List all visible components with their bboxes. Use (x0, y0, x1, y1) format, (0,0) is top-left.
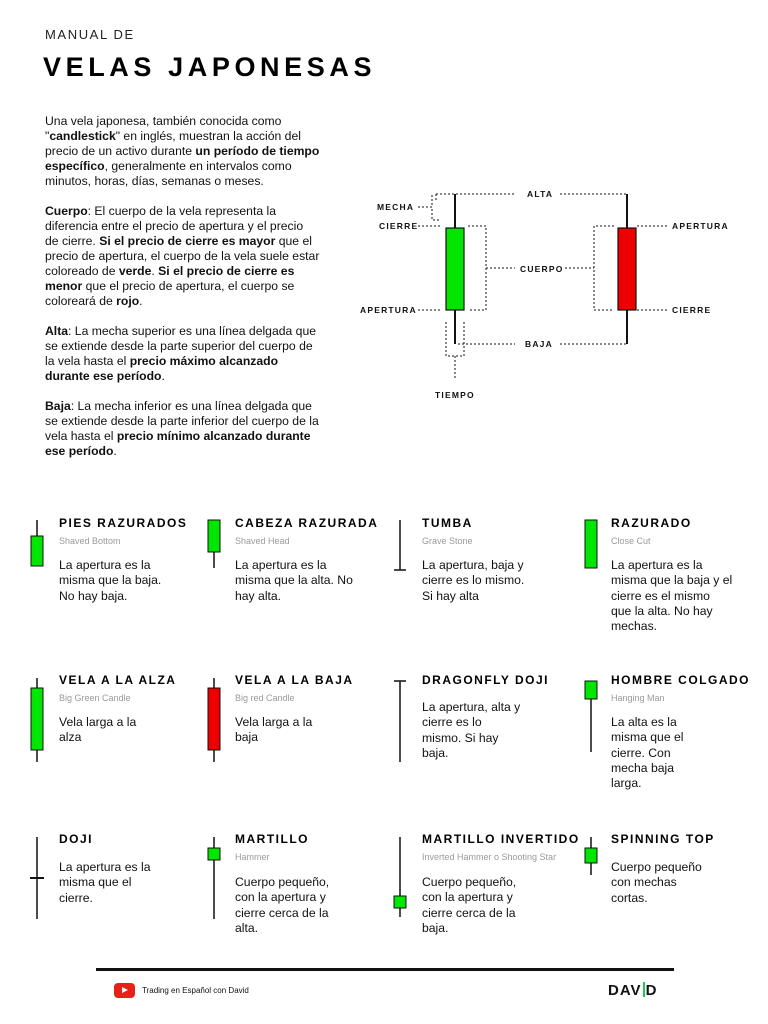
pattern-subtitle: Big Green Candle (59, 693, 131, 703)
pattern-subtitle: Shaved Head (235, 536, 290, 546)
low-paragraph: Baja: La mecha inferior es una línea delgada que se extiende desde la parte inferior del cuerpo de la vela hasta el precio mínimo alcanzado durante ese período. (45, 399, 319, 458)
spinning-top-candle-icon (582, 835, 600, 885)
logo-accent-bar (643, 982, 645, 997)
pattern-name: CABEZA RAZURADA (235, 516, 379, 530)
label-apertura-right: APERTURA (672, 221, 729, 231)
shaved-bottom-candle-icon (28, 518, 46, 578)
dashed-connectors (418, 194, 668, 378)
pattern-description: Cuerpo pequeño, con la apertura y cierre cerca de la baja. (422, 875, 517, 935)
label-baja: BAJA (525, 339, 553, 349)
footer-divider (96, 968, 674, 971)
pattern-description: La apertura es la misma que la baja y el cierre es el mismo que la alta. No hay mechas. (611, 558, 733, 634)
label-alta: ALTA (527, 189, 554, 199)
high-paragraph: Alta: La mecha superior es una línea delgada que se extiende desde la parte superior del cuerpo de la vela hasta el precio máximo alcanzado durante ese período. (45, 324, 317, 383)
page-kicker: MANUAL DE (45, 27, 135, 42)
label-mecha: MECHA (377, 202, 415, 212)
pattern-description: Cuerpo pequeño con mechas cortas. (611, 860, 702, 905)
inverted-hammer-candle-icon (391, 835, 409, 925)
hammer-candle-icon (205, 835, 223, 925)
big-green-candle-icon (28, 678, 46, 768)
pattern-description: Vela larga a la baja (235, 715, 313, 745)
pattern-name: HOMBRE COLGADO (611, 673, 750, 687)
pattern-name: DOJI (59, 832, 94, 846)
shaved-head-candle-icon (205, 518, 223, 578)
pattern-description: La apertura es la misma que la baja. No hay baja. (59, 558, 162, 603)
pattern-description: La apertura, alta y cierre es lo mismo. Si hay baja. (422, 700, 521, 760)
pattern-subtitle: Hanging Man (611, 693, 665, 703)
body-paragraph: Cuerpo: El cuerpo de la vela representa la diferencia entre el precio de apertura y el precio de cierre. Si el precio de cierre es mayor que el precio de apertura, el cuerpo de la vela suele estar coloreado de verde. Si el precio de cierre es menor que el precio de apertura, el cuerpo se coloreará de rojo. (45, 204, 320, 308)
hanging-man-candle-icon (582, 678, 600, 768)
label-apertura-left: APERTURA (360, 305, 417, 315)
label-cierre-left: CIERRE (379, 221, 419, 231)
label-cierre-right: CIERRE (672, 305, 712, 315)
pattern-description: La apertura es la misma que la alta. No hay alta. (235, 558, 353, 603)
big-red-candle-icon (205, 678, 223, 768)
pattern-subtitle: Hammer (235, 852, 270, 862)
pattern-subtitle: Big red Candle (235, 693, 295, 703)
green-candle-body (446, 228, 464, 310)
pattern-name: VELA A LA BAJA (235, 673, 354, 687)
pattern-description: Cuerpo pequeño, con la apertura y cierre cerca de la alta. (235, 875, 330, 935)
pattern-name: RAZURADO (611, 516, 692, 530)
gravestone-candle-icon (391, 518, 409, 578)
pattern-description: La apertura es la misma que el cierre. (59, 860, 151, 905)
pattern-name: PIES RAZURADOS (59, 516, 188, 530)
red-candle-body (618, 228, 636, 310)
pattern-name: VELA A LA ALZA (59, 673, 177, 687)
doji-icon (28, 835, 46, 925)
pattern-description: Vela larga a la alza (59, 715, 137, 745)
pattern-name: MARTILLO (235, 832, 309, 846)
pattern-name: DRAGONFLY DOJI (422, 673, 550, 687)
pattern-subtitle: Shaved Bottom (59, 536, 121, 546)
pattern-subtitle: Grave Stone (422, 536, 473, 546)
pattern-description: La apertura, baja y cierre es lo mismo. Si hay alta (422, 558, 525, 603)
label-tiempo: TIEMPO (435, 390, 475, 400)
pattern-name: MARTILLO INVERTIDO (422, 832, 580, 846)
brand-logo: DAV D (608, 982, 658, 999)
intro-text (45, 114, 320, 474)
dragonfly-doji-icon (391, 678, 409, 768)
pattern-name: SPINNING TOP (611, 832, 715, 846)
pattern-subtitle: Close Cut (611, 536, 651, 546)
intro-paragraph: Una vela japonesa, también conocida como "candlestick" en inglés, muestran la acción del precio de un activo durante un período de tiempo específico, generalmente en intervalos como minutos, horas, días, semanas o meses. (45, 114, 320, 188)
youtube-icon[interactable] (114, 983, 135, 998)
pattern-description: La alta es la misma que el cierre. Con mecha baja larga. (611, 715, 684, 791)
label-cuerpo: CUERPO (520, 264, 564, 274)
pattern-subtitle: Inverted Hammer o Shooting Star (422, 852, 557, 862)
close-cut-candle-icon (582, 518, 600, 578)
pattern-name: TUMBA (422, 516, 473, 530)
page-title: VELAS JAPONESAS (43, 52, 377, 82)
channel-name[interactable]: Trading en Español con David (142, 986, 249, 995)
